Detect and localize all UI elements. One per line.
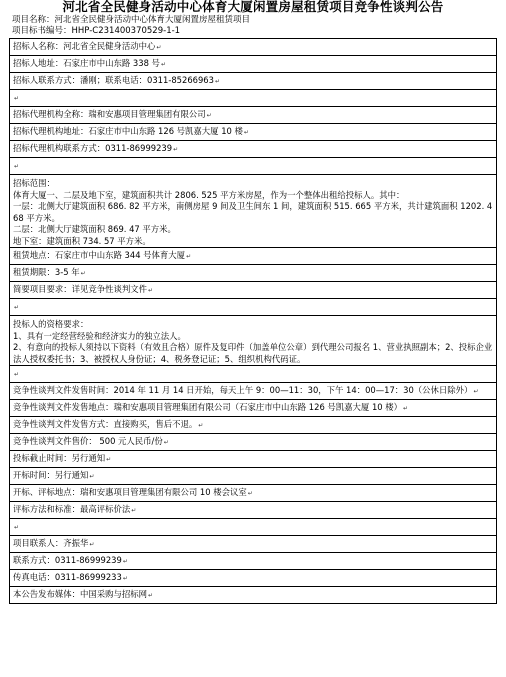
table-cell	[10, 107, 497, 124]
cell-text: 开标、评标地点：瑞和安惠项目管理集团有限公司 10 楼会议室	[13, 486, 247, 497]
table-row	[10, 316, 497, 366]
cell-text: 竞争性谈判文件发售时间：2014 年 11 月 14 日开始，每天上午 9：00—11：30，下午 14：00—17：30（公休日除外）	[13, 384, 473, 395]
table-cell	[10, 570, 497, 587]
table-row	[10, 107, 497, 124]
table-cell	[10, 141, 497, 158]
page-title: 河北省全民健身活动中心体育大厦闲置房屋租赁项目竞争性谈判公告	[62, 0, 444, 14]
cell-text: 竞争性谈判文件发售地点：瑞和安惠项目管理集团有限公司（石家庄市中山东路 126 号凯嘉大厦 10 楼）	[13, 401, 403, 412]
table-cell	[10, 73, 497, 90]
table-row	[10, 570, 497, 587]
cell-text: 传真电话：0311-86999233	[13, 571, 122, 582]
paragraph-mark-icon: ↵	[14, 94, 20, 102]
cell-line: 招标范围：	[13, 178, 55, 188]
table-row	[10, 90, 497, 107]
table-row	[10, 519, 497, 536]
cell-line: 1、具有一定经营经验和经济实力的独立法人。	[13, 330, 186, 341]
table-cell	[10, 553, 497, 570]
cell-text: 竞争性谈判文件发售方式：直接购买，售后不退。	[13, 418, 198, 429]
table-row	[10, 417, 497, 434]
table-cell	[10, 417, 497, 434]
cell-text: 招标代理机构地址：石家庄市中山东路 126 号凯嘉大厦 10 楼	[13, 125, 243, 136]
paragraph-mark-icon: ↵	[173, 145, 179, 153]
paragraph-mark-icon: ↵	[14, 523, 20, 531]
table-row	[10, 468, 497, 485]
table-row	[10, 175, 497, 248]
table-cell	[10, 39, 497, 56]
cell-text: 招标人联系方式：潘刚；联系电话：0311-85266963	[13, 74, 214, 85]
cell-line: 一层：北侧大厅建筑面积 686. 82 平方米，南侧房屋 9 间及卫生间东 1 间，建筑面积 515. 665 平方米，共计建筑面积 1202. 468 平方米。	[13, 201, 493, 223]
table-cell	[10, 158, 497, 175]
cell-line: 二层：北侧大厅建筑面积 869. 47 平方米。	[13, 224, 176, 234]
cell-text: 简要项目要求：详见竞争性谈判文件	[13, 283, 147, 294]
paragraph-mark-icon: ↵	[14, 303, 20, 311]
cell-text: 招标人名称：河北省全民健身活动中心	[13, 40, 156, 51]
paragraph-mark-icon: ↵	[156, 43, 162, 51]
table-cell	[10, 90, 497, 107]
table-row	[10, 299, 497, 316]
cell-text: 招标代理机构联系方式：0311-86999239	[13, 142, 173, 153]
paragraph-mark-icon: ↵	[403, 404, 409, 412]
cell-line: 投标人的资格要求：	[13, 319, 89, 329]
table-row	[10, 158, 497, 175]
cell-text: 本公告发布媒体：中国采购与招标网	[13, 588, 147, 599]
project-name: 项目名称：河北省全民健身活动中心体育大厦闲置房屋租赁项目	[12, 15, 251, 25]
table-row	[10, 451, 497, 468]
paragraph-mark-icon: ↵	[106, 455, 112, 463]
table-row	[10, 383, 497, 400]
paragraph-mark-icon: ↵	[247, 489, 253, 497]
cell-text: 投标截止时间：另行通知	[13, 452, 106, 463]
table-cell	[10, 587, 497, 604]
paragraph-mark-icon: ↵	[131, 506, 137, 514]
table-row	[10, 553, 497, 570]
cell-text: 开标时间：另行通知	[13, 469, 89, 480]
table-row	[10, 124, 497, 141]
cell-text: 联系方式：0311-86999239	[13, 554, 122, 565]
table-cell	[10, 56, 497, 73]
table-cell	[10, 282, 497, 299]
paragraph-mark-icon: ↵	[243, 128, 249, 136]
cell-text: 招标人地址：石家庄市中山东路 338 号	[13, 57, 160, 68]
paragraph-mark-icon: ↵	[186, 252, 192, 260]
cell-text: 招标代理机构全称：瑞和安惠项目管理集团有限公司	[13, 108, 206, 119]
table-cell	[10, 502, 497, 519]
table-cell	[10, 383, 497, 400]
table-cell	[10, 316, 497, 366]
table-row	[10, 73, 497, 90]
table-cell	[10, 299, 497, 316]
cell-text: 租赁期限：3-5 年	[13, 266, 80, 277]
table-cell	[10, 434, 497, 451]
cell-text: 租赁地点：石家庄市中山东路 344 号体育大厦	[13, 249, 186, 260]
table-row	[10, 485, 497, 502]
paragraph-mark-icon: ↵	[160, 60, 166, 68]
table-cell	[10, 485, 497, 502]
table-row	[10, 434, 497, 451]
cell-line: 地下室：建筑面积 734. 57 平方米。	[13, 235, 151, 246]
paragraph-mark-icon: ↵	[473, 387, 479, 395]
cell-text: 竞争性谈判文件售价： 500 元人民币/份	[13, 435, 163, 446]
table-row	[10, 400, 497, 417]
paragraph-mark-icon: ↵	[14, 162, 20, 170]
table-row	[10, 265, 497, 282]
table-row	[10, 366, 497, 383]
cell-line: 2、有意向的投标人须持以下资料（有效且合格）原件及复印件（加盖单位公章）到代理公司报名 1、营业执照副本；2、投标企业法人授权委托书；3、被授权人身份证；4、税务登记证；5、组织机构代码证。	[13, 342, 493, 364]
paragraph-mark-icon: ↵	[89, 540, 95, 548]
cell-line: 体育大厦一、二层及地下室，建筑面积共计 2806. 525 平方米房屋，作为一个整体出租给投标人。其中：	[13, 189, 405, 200]
project-number: 项目标书编号：HHP-C231400370529-1-1	[12, 26, 181, 36]
paragraph-mark-icon: ↵	[122, 557, 128, 565]
table-cell	[10, 248, 497, 265]
announcement-table	[9, 38, 497, 604]
paragraph-mark-icon: ↵	[89, 472, 95, 480]
cell-text: 项目联系人：齐振华	[13, 537, 89, 548]
table-row	[10, 141, 497, 158]
paragraph-mark-icon: ↵	[80, 269, 86, 277]
table-cell	[10, 536, 497, 553]
table-row	[10, 56, 497, 73]
table-row	[10, 536, 497, 553]
cell-text: 评标方法和标准：最高评标价法	[13, 503, 131, 514]
paragraph-mark-icon: ↵	[122, 574, 128, 582]
paragraph-mark-icon: ↵	[198, 421, 204, 429]
table-cell	[10, 451, 497, 468]
table-cell	[10, 124, 497, 141]
table-cell	[10, 265, 497, 282]
table-cell	[10, 468, 497, 485]
table-cell	[10, 519, 497, 536]
table-row	[10, 248, 497, 265]
paragraph-mark-icon: ↵	[206, 111, 212, 119]
paragraph-mark-icon: ↵	[163, 438, 169, 446]
paragraph-mark-icon: ↵	[148, 591, 154, 599]
table-cell	[10, 366, 497, 383]
paragraph-mark-icon: ↵	[148, 286, 154, 294]
table-cell	[10, 175, 497, 248]
paragraph-mark-icon: ↵	[14, 370, 20, 378]
table-row	[10, 39, 497, 56]
table-row	[10, 587, 497, 604]
table-row	[10, 502, 497, 519]
paragraph-mark-icon: ↵	[214, 77, 220, 85]
table-row	[10, 282, 497, 299]
table-cell	[10, 400, 497, 417]
